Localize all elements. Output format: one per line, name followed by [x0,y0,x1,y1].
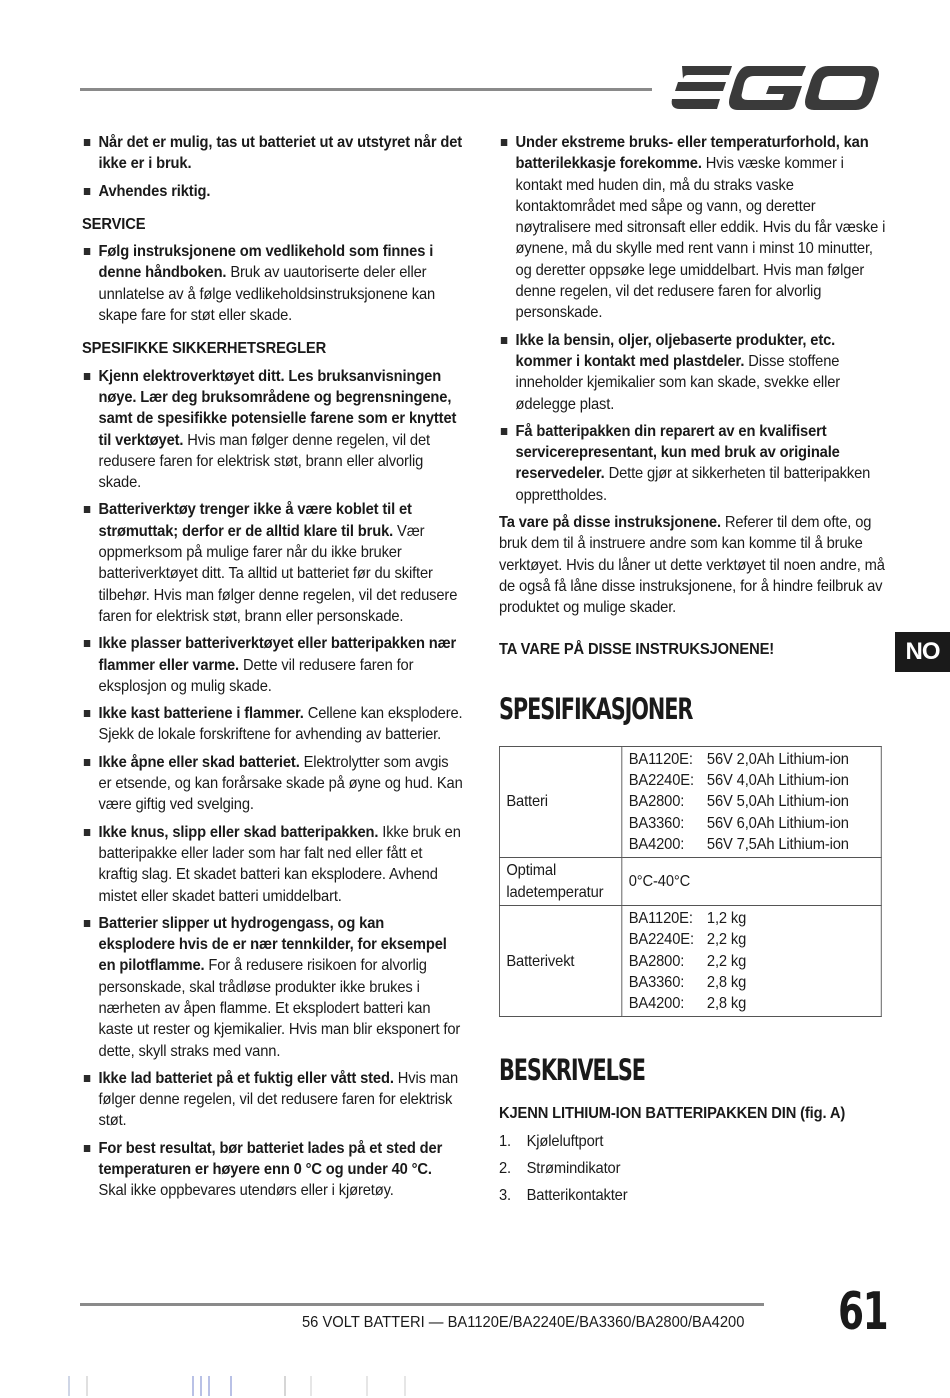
description-subheading: KJENN LITHIUM-ION BATTERIPAKKEN DIN (fig. A) [499,1105,846,1123]
list-item: 3. Batterikontakter [499,1187,628,1205]
bullet-item: Ikke knus, slipp eller skad batteripakken. Ikke bruk en batteripakke eller lader som har falt ned eller fått et kraftig slag. Et skadet batteri kan eksplodere. Avhend mistet eller skadet batteri umiddelbart. [82,822,464,907]
list-item: BA1120E: 56V 2,0Ah Lithium-ion [628,750,849,768]
list-item: BA2240E: 56V 4,0Ah Lithium-ion [628,772,849,790]
description-title: BESKRIVELSE [499,1053,645,1088]
list-item: BA2800: 2,2 kg [628,952,747,970]
service-heading: SERVICE [82,215,146,233]
bullet-item: For best resultat, bør batteriet lades på et sted der temperaturen er høyere enn 0 °C og under 40 °C. Skal ikke oppbevares utendørs eller i kjøretøy. [82,1138,464,1202]
bullet-item: Under ekstreme bruks- eller temperaturforhold, kan batterilekkasje forekomme. Hvis væske kommer i kontakt med huden din, må du straks vaske kontaktområdet med såpe og vann, og deretter nøytralisere med sitronsaft eller eddik. Hvis du får væske i øynene, må du skylle med rent vann i minst 10 minutter, og deretter oppsøke lege umiddelbart. Hvis man følger denne regelen, vil det redusere faren for alvorlig personskade. [499,132,885,324]
print-marks [0,1376,950,1396]
list-item: BA4200: 2,8 kg [628,995,747,1013]
list-item: BA4200: 56V 7,5Ah Lithium-ion [628,836,849,854]
specs-table [499,746,882,1018]
page-number: 61 [838,1282,888,1342]
charge-temp-label: Optimal ladetemperatur [499,858,621,906]
list-item: BA1120E: 1,2 kg [628,909,747,927]
bullet-item: Når det er mulig, tas ut batteriet ut av utstyret når det ikke er i bruk. [82,132,464,175]
footer-text: 56 VOLT BATTERI — BA1120E/BA2240E/BA3360/BA2800/BA4200 [302,1314,745,1331]
bullet-item: Ikke lad batteriet på et fuktig eller vått sted. Hvis man følger denne regelen, vil det redusere faren for elektrisk støt. [82,1068,464,1132]
bullet-item: Få batteripakken din reparert av en kvalifisert servicerepresentant, kun med bruk av originale reservedeler. Dette gjør at sikkerheten til batteripakken opprettholdes. [499,421,885,506]
header-rule [80,88,652,91]
left-column [82,132,464,1208]
bullet-item: Batterier slipper ut hydrogengass, og kan eksplodere hvis de er nær tennkilder, for eksempel en pilotflamme. For å redusere risikoen for alvorlig personskade, skal trådløse produkter ikke brukes i nærheten av åpen flamme. Et eksplodert batteri kan kaste ut rester og kjemikalier. Hvis man blir eksponert for dette, skyll straks med vann. [82,913,464,1062]
bullet-item: Ikke kast batteriene i flammer. Cellene kan eksplodere. Sjekk de lokale forskriftene for avhending av batterier. [82,703,464,746]
list-item: BA3360: 56V 6,0Ah Lithium-ion [628,814,849,832]
battery-label: Batteri [499,746,621,857]
safety-rules-heading: SPESIFIKKE SIKKERHETSREGLER [82,340,327,358]
right-column [499,132,885,1213]
ego-logo [668,62,882,114]
specs-title: SPESIFIKASJONER [499,691,693,726]
language-tab: NO [895,632,950,672]
table-row [499,858,881,906]
bullet-item: Avhendes riktig. [82,181,464,202]
bullet-item: Ikke plasser batteriverktøyet eller batteripakken nær flammer eller varme. Dette vil redusere faren for eksplosjon og mulig skade. [82,633,464,697]
care-paragraph: Ta vare på disse instruksjonene. Referer til dem ofte, og bruk dem til å instruere andre som kan komme til å bruke verktøyet. Hvis du låner ut dette verktøyet til noen andre, må de også få låne disse instruksjonene, for å hindre feilbruk av produktet og mulige skader. [499,514,885,617]
bullet-item: Følg instruksjonene om vedlikehold som finnes i denne håndboken. Bruk av uautoriserte deler eller unnlatelse av å følge vedlikeholdsinstruksjonene kan skape fare for støt eller skade. [82,241,464,326]
list-item: BA2240E: 2,2 kg [628,931,747,949]
list-item: 2. Strømindikator [499,1159,621,1177]
footer-rule [80,1303,764,1306]
bullet-item: Kjenn elektroverktøyet ditt. Les bruksanvisningen nøye. Lær deg bruksområdene og begrensningene, samt de spesifikke potensielle farene som er knyttet til verktøyet. Hvis man følger denne regelen, vil det redusere faren for elektrisk støt, brann eller alvorlig skade. [82,366,464,494]
weight-values [622,905,881,1016]
bullet-item: Ikke åpne eller skad batteriet. Elektrolytter som avgis er etsende, og kan forårsake skade på øyne og hud. Kan være giftig ved svelging. [82,752,464,816]
list-item: 1. Kjøleluftport [499,1132,604,1150]
table-row [499,905,881,1016]
weight-label: Batterivekt [499,905,621,1016]
bullet-item: Ikke la bensin, oljer, oljebaserte produkter, etc. kommer i kontakt med plastdeler. Disse stoffene inneholder kjemikalier som kan skade, svekke eller ødelegge plast. [499,330,885,415]
table-row [499,746,881,857]
list-item: BA3360: 2,8 kg [628,973,747,991]
battery-values [622,746,881,857]
bullet-item: Batteriverktøy trenger ikke å være koblet til et strømuttak; derfor er de alltid klare til bruk. Vær oppmerksom på mulige farer når du ikke bruker batteriverktøyet ditt. Ta alltid ut batteriet før du skifter tilbehør. Hvis man følger denne regelen, vil det redusere faren for elektrisk støt, brann eller personskade. [82,499,464,627]
list-item: BA2800: 56V 5,0Ah Lithium-ion [628,793,849,811]
care-note: TA VARE PÅ DISSE INSTRUKSJONENE! [499,640,775,658]
charge-temp-value: 0°C-40°C [622,858,881,906]
